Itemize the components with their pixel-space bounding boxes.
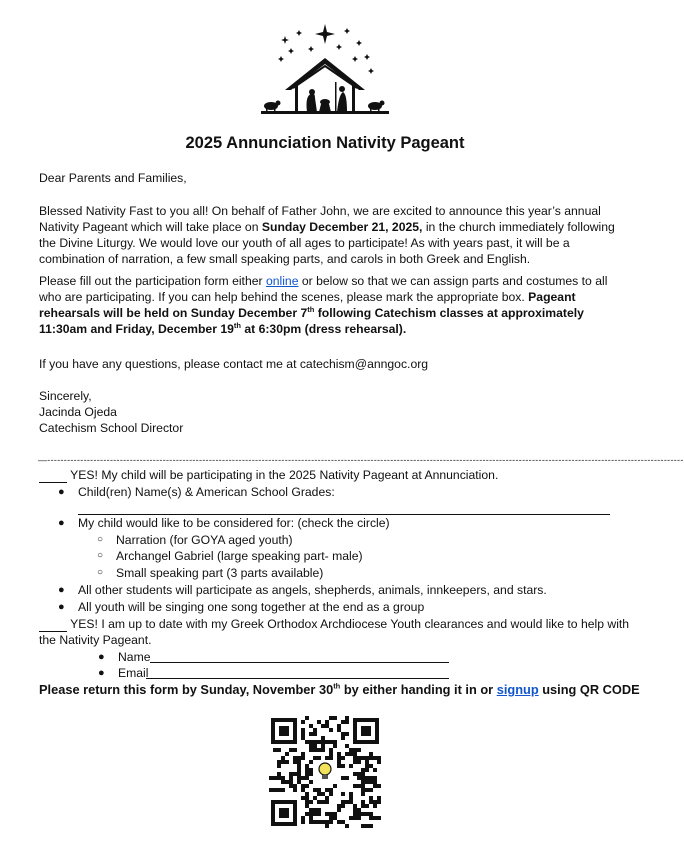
bullet-icon: ● — [98, 667, 105, 679]
bullet-icon: ● — [58, 517, 65, 529]
yes-volunteer-line: YES! I am up to date with my Greek Orthodox Archdiocese Youth clearances and would like to help with — [39, 616, 629, 632]
cut-line-divider: —------------------------------------------------------------------------------------------------------------------------------------------------------------------------------------------------- — [38, 455, 684, 465]
return-instructions: Please return this form by Sunday, November 30th by either handing it in or signup using QR CODE — [39, 681, 640, 697]
signoff-line-1: Sincerely, — [39, 389, 92, 403]
bullet-icon: ● — [98, 651, 105, 663]
bullet-icon: ● — [58, 486, 65, 498]
singing-note: All youth will be singing one song together at the end as a group — [78, 600, 425, 614]
participation-blank[interactable] — [39, 471, 67, 483]
email-label: Email — [118, 666, 149, 680]
yes-participating-line: YES! My child will be participating in the 2025 Nativity Pageant at Annunciation. — [39, 467, 498, 483]
circle-option-icon[interactable]: ○ — [97, 567, 104, 578]
contact-line: If you have any questions, please contact me at catechism@anngoc.org — [39, 357, 429, 371]
option-small-part: Small speaking part (3 parts available) — [116, 566, 324, 580]
circle-option-icon[interactable]: ○ — [97, 550, 104, 561]
name-label: Name — [118, 650, 151, 664]
yes-volunteer-line-2: the Nativity Pageant. — [39, 633, 152, 647]
online-link[interactable]: online — [265, 274, 299, 288]
bullet-icon: ● — [58, 601, 65, 613]
nativity-scene-icon — [255, 22, 395, 118]
other-students-note: All other students will participate as angels, shepherds, animals, innkeepers, and stars. — [78, 583, 547, 597]
signoff-role: Catechism School Director — [39, 421, 184, 435]
signup-link[interactable]: signup — [496, 682, 539, 697]
name-field[interactable] — [150, 662, 449, 663]
circle-option-icon[interactable]: ○ — [97, 534, 104, 545]
option-archangel: Archangel Gabriel (large speaking part- male) — [116, 549, 363, 563]
greeting: Dear Parents and Families, — [39, 171, 187, 185]
intro-paragraph: Blessed Nativity Fast to you all! On behalf of Father John, we are excited to announce this year’s annual Nativity Pageant which will take place on Sunday December 21, 2025, in the church immediately following the Divine Liturgy. We would love our youth of all ages to participate! As with years past, it will be a combination of narration, a few small speaking parts, and carols in both Greek and English. — [39, 204, 615, 266]
qr-code-icon[interactable] — [269, 716, 381, 828]
consider-label: My child would like to be considered for: (check the circle) — [78, 516, 390, 530]
page-title: 2025 Annunciation Nativity Pageant — [185, 134, 465, 152]
instructions-paragraph: Please fill out the participation form either online or below so that we can assign parts and costumes to all who are participating. If you can help behind the scenes, please mark the appropriate box. Pageant rehearsals will be held on Sunday December 7th following Catechism classes at approximately 11:30am and Friday, December 19th at 6:30pm (dress rehearsal). — [39, 274, 608, 336]
signoff-name: Jacinda Ojeda — [39, 405, 117, 419]
email-field[interactable] — [146, 678, 449, 679]
option-narration: Narration (for GOYA aged youth) — [116, 533, 293, 547]
volunteer-blank[interactable] — [39, 620, 67, 632]
bullet-icon: ● — [58, 584, 65, 596]
children-names-label: Child(ren) Name(s) & American School Grades: — [78, 485, 335, 499]
